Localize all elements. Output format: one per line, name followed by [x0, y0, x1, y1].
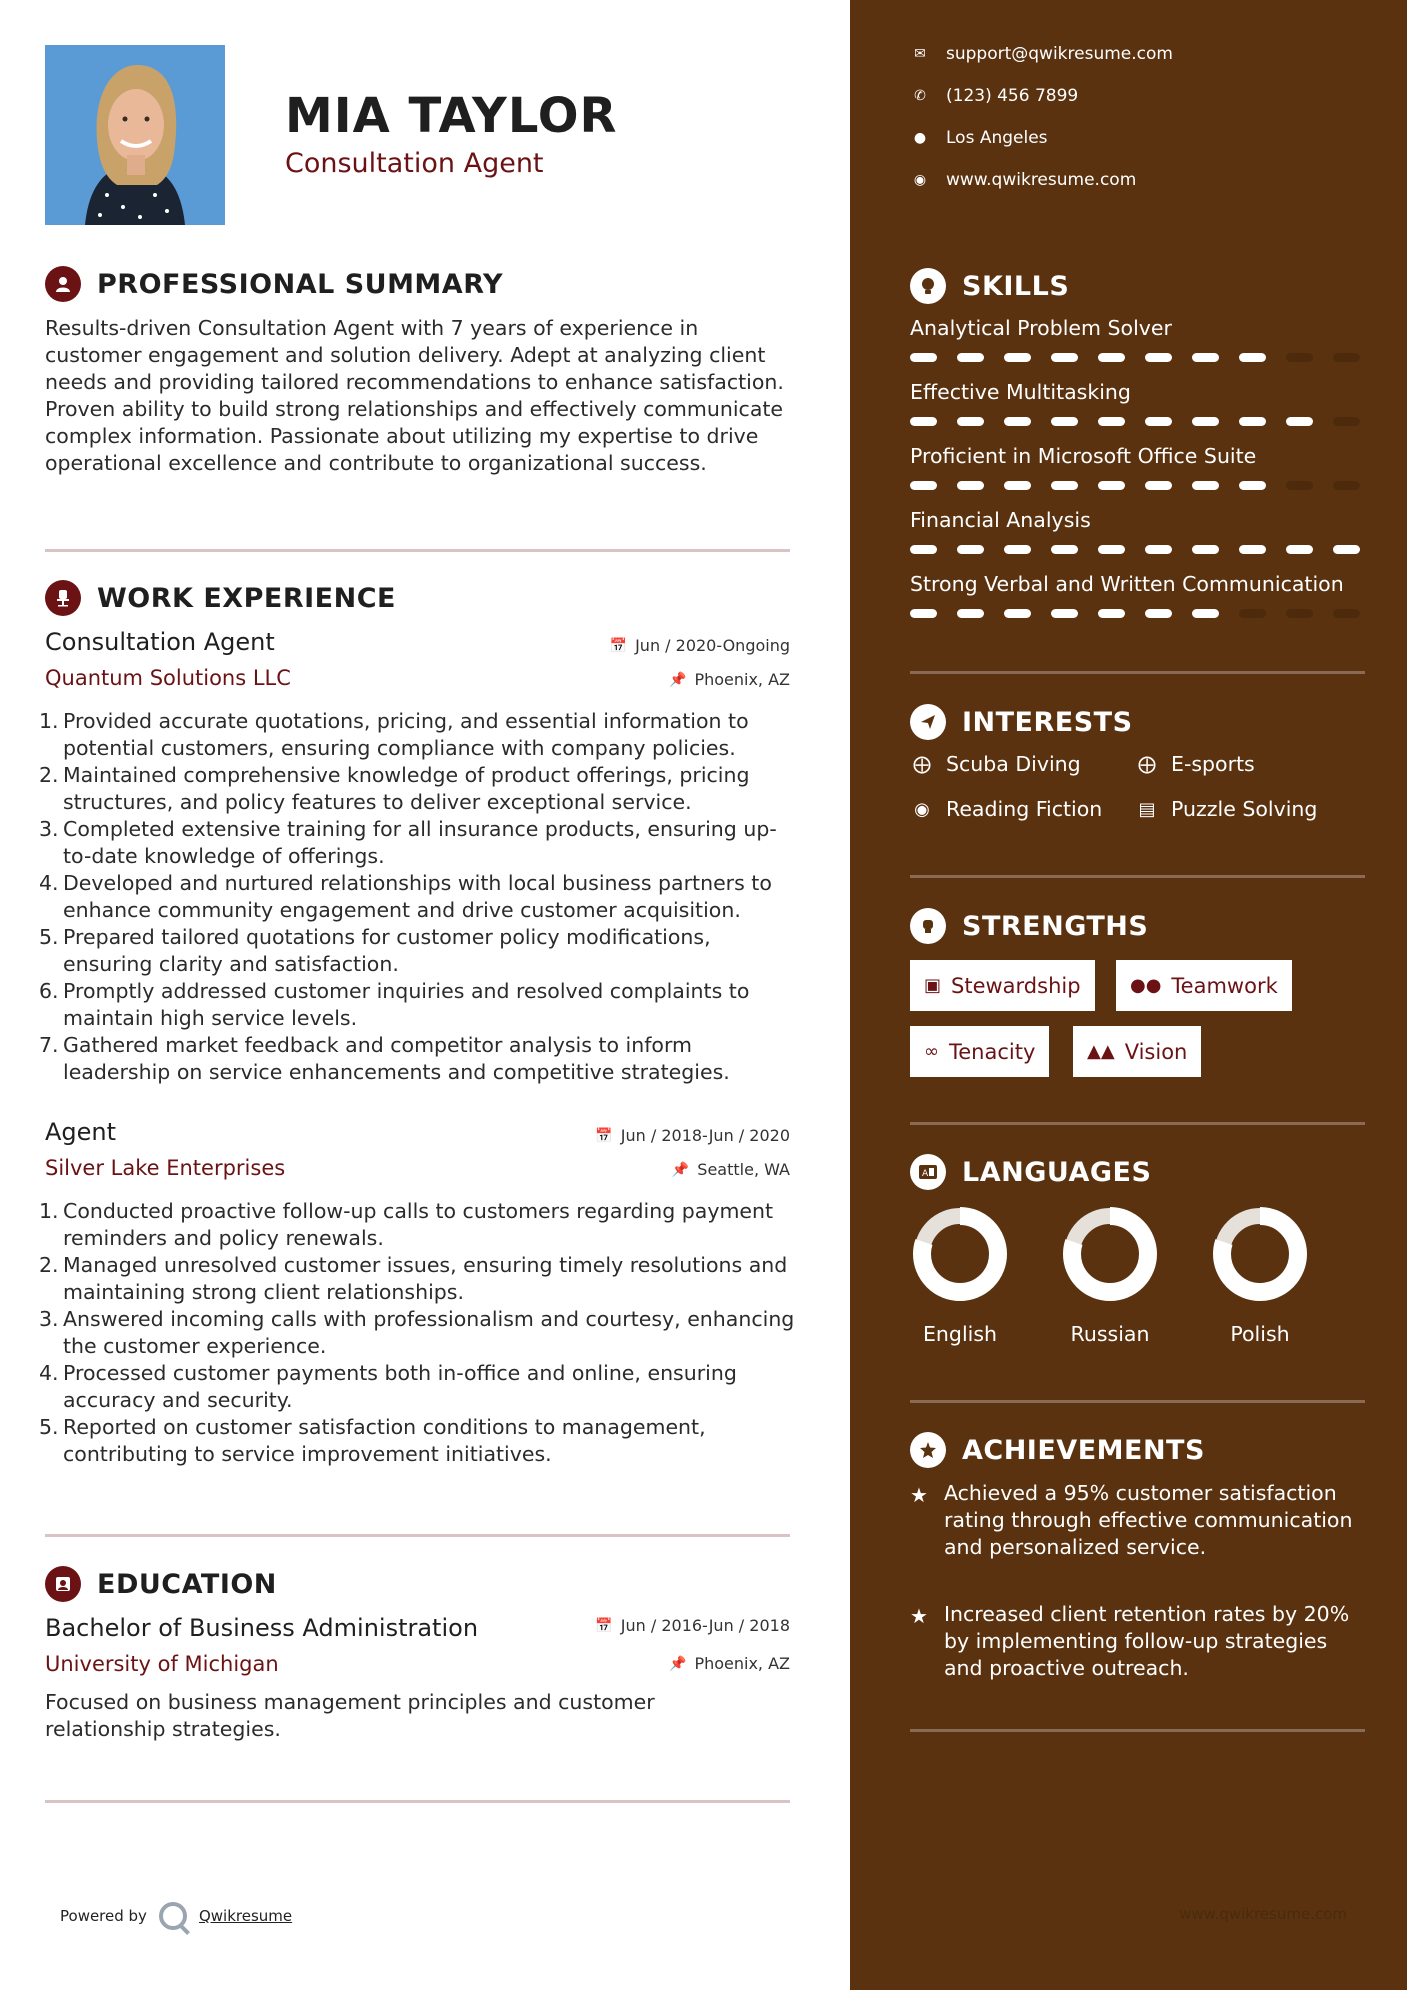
- list-item: Completed extensive training for all insurance products, ensuring up-to-date knowledge of offerings.: [63, 817, 777, 868]
- education-location: 📌 Phoenix, AZ: [669, 1654, 790, 1673]
- strengths-title: STRENGTHS: [962, 910, 1149, 942]
- language-ring: [1212, 1206, 1308, 1302]
- section-divider: [910, 1729, 1365, 1732]
- interest-item: ⨁ Scuba Diving: [910, 752, 1081, 776]
- skill-dash-filled: [1192, 481, 1219, 490]
- contact-phone: ✆ (123) 456 7899: [910, 86, 1078, 106]
- education-description: Focused on business management principles and customer relationship strategies.: [45, 1690, 655, 1741]
- skill-dash-filled: [1004, 609, 1031, 618]
- list-item: Prepared tailored quotations for customer policy modifications, ensuring clarity and satisfaction.: [63, 925, 711, 976]
- strengths-heading: [910, 908, 1148, 944]
- language-item: [1055, 1206, 1165, 1346]
- skill-level-bar: [910, 609, 1370, 619]
- strength-tag: ●● Teamwork: [1116, 960, 1292, 1011]
- list-item: Conducted proactive follow-up calls to customers regarding payment reminders and policy renewals.: [63, 1199, 774, 1250]
- job-dates: 📅 Jun / 2018-Jun / 2020: [595, 1126, 790, 1145]
- strength-tag: ∞ Tenacity: [910, 1026, 1049, 1077]
- skill-dash-empty: [1286, 609, 1313, 618]
- skill-dash-filled: [1098, 545, 1125, 554]
- languages-heading: [910, 1154, 1151, 1190]
- interest-item: ▤ Puzzle Solving: [1135, 797, 1317, 821]
- job-company: Silver Lake Enterprises: [45, 1156, 286, 1180]
- skill-level-bar: [910, 417, 1370, 427]
- calendar-icon: 📅: [595, 1127, 613, 1144]
- job-title: Agent: [45, 1118, 117, 1146]
- skill-dash-filled: [910, 353, 937, 362]
- section-divider: [45, 549, 790, 552]
- svg-text:A: A: [922, 1169, 929, 1179]
- briefcase-icon: ▣: [924, 975, 942, 996]
- skill-dash-filled: [1004, 353, 1031, 362]
- summary-title: PROFESSIONAL SUMMARY: [97, 268, 504, 300]
- list-item: Gathered market feedback and competitor analysis to inform leadership on service enhancements and competitive strategies.: [63, 1033, 730, 1084]
- skill-level-bar: [910, 481, 1370, 491]
- user-icon: [45, 266, 81, 302]
- skill-dash-filled: [1239, 481, 1266, 490]
- skill-dash-empty: [1333, 481, 1360, 490]
- interests-title: INTERESTS: [962, 706, 1133, 738]
- star-icon: ★: [910, 1604, 928, 1628]
- strength-tag: ▣ Stewardship: [910, 960, 1095, 1011]
- powered-by-label: Powered by: [60, 1907, 147, 1925]
- binoculars-icon: ▲▲: [1087, 1041, 1115, 1062]
- skill-dash-filled: [1098, 609, 1125, 618]
- languages-title: LANGUAGES: [962, 1156, 1152, 1188]
- job-location: 📌 Phoenix, AZ: [669, 670, 790, 689]
- language-item: [1205, 1206, 1315, 1346]
- achievements-title: ACHIEVEMENTS: [962, 1434, 1205, 1466]
- star-badge-icon: [910, 1432, 946, 1468]
- skill-dash-filled: [1145, 609, 1172, 618]
- skill-dash-filled: [1192, 545, 1219, 554]
- skill-name: Effective Multitasking: [910, 380, 1131, 404]
- skill-dash-filled: [1192, 609, 1219, 618]
- skill-dash-filled: [1192, 417, 1219, 426]
- skill-dash-filled: [957, 417, 984, 426]
- lightbulb-icon: [910, 268, 946, 304]
- skill-dash-filled: [1333, 545, 1360, 554]
- pin-icon: 📌: [669, 1655, 687, 1672]
- interest-item: ◉ Reading Fiction: [910, 797, 1102, 821]
- section-divider: [910, 875, 1365, 878]
- section-divider: [45, 1800, 790, 1803]
- summary-heading: [45, 266, 503, 302]
- section-divider: [45, 1534, 790, 1537]
- skill-dash-filled: [957, 353, 984, 362]
- footer-site: www.qwikresume.com: [1179, 1905, 1347, 1923]
- skill-dash-filled: [1286, 545, 1313, 554]
- job-title: Consultation Agent: [45, 628, 275, 656]
- contact-website[interactable]: ◉ www.qwikresume.com: [910, 170, 1136, 190]
- skill-dash-filled: [957, 481, 984, 490]
- skill-dash-filled: [1004, 481, 1031, 490]
- skill-dash-filled: [1239, 353, 1266, 362]
- map-pin-icon: ●: [913, 130, 927, 146]
- job-location: 📌 Seattle, WA: [671, 1160, 790, 1179]
- skill-dash-filled: [1145, 545, 1172, 554]
- school: University of Michigan: [45, 1652, 279, 1676]
- language-ring-center: [1232, 1226, 1288, 1282]
- list-item: Promptly addressed customer inquiries and resolved complaints to maintain high service levels.: [63, 979, 750, 1030]
- skill-dash-filled: [910, 417, 937, 426]
- calendar-icon: 📅: [595, 1617, 613, 1634]
- skill-dash-empty: [1333, 353, 1360, 362]
- section-divider: [910, 1122, 1365, 1125]
- skill-dash-filled: [910, 609, 937, 618]
- profile-photo: [45, 45, 225, 225]
- language-ring: [1062, 1206, 1158, 1302]
- section-divider: [910, 671, 1365, 674]
- sidebar: [850, 0, 1407, 1990]
- education-title: EDUCATION: [97, 1568, 277, 1600]
- section-divider: [910, 1400, 1365, 1403]
- language-item: [905, 1206, 1015, 1346]
- list-item: Maintained comprehensive knowledge of product offerings, pricing structures, and policy features to deliver exceptional service.: [63, 763, 750, 814]
- fist-icon: [910, 908, 946, 944]
- achievements-heading: [910, 1432, 1205, 1468]
- degree: Bachelor of Business Administration: [45, 1614, 479, 1642]
- language-ring-center: [1082, 1226, 1138, 1282]
- job-duties: [45, 708, 805, 1086]
- skill-name: Strong Verbal and Written Communication: [910, 572, 1344, 596]
- achievement-item: ★ Achieved a 95% customer satisfaction rating through effective communication and personalized service.: [910, 1481, 1353, 1559]
- skills-title: SKILLS: [962, 270, 1070, 302]
- office-chair-icon: [45, 580, 81, 616]
- candidate-title: Consultation Agent: [285, 148, 544, 179]
- skill-name: Proficient in Microsoft Office Suite: [910, 444, 1257, 468]
- graduation-icon: [45, 1566, 81, 1602]
- list-item: Managed unresolved customer issues, ensuring timely resolutions and maintaining strong client relationships.: [63, 1253, 788, 1304]
- skill-dash-filled: [1051, 417, 1078, 426]
- skill-dash-filled: [1145, 481, 1172, 490]
- list-item: Answered incoming calls with professionalism and courtesy, enhancing the customer experience.: [63, 1307, 795, 1358]
- skill-dash-filled: [1239, 417, 1266, 426]
- globe-icon: ◉: [913, 172, 927, 188]
- skill-dash-filled: [1098, 353, 1125, 362]
- skill-dash-filled: [1051, 545, 1078, 554]
- envelope-icon: ✉: [914, 46, 926, 62]
- list-item: Processed customer payments both in-office and online, ensuring accuracy and security.: [63, 1361, 737, 1412]
- skill-dash-filled: [1051, 353, 1078, 362]
- skills-heading: [910, 268, 1069, 304]
- list-item: Provided accurate quotations, pricing, and essential information to potential customers, ensuring compliance with company policies.: [63, 709, 749, 760]
- paper-plane-icon: [910, 704, 946, 740]
- skill-dash-filled: [1286, 417, 1313, 426]
- list-item: Developed and nurtured relationships with local business partners to enhance community engagement and drive customer acquisition.: [63, 871, 772, 922]
- skill-dash-empty: [1333, 609, 1360, 618]
- powered-by: [60, 1902, 292, 1930]
- skill-dash-filled: [957, 609, 984, 618]
- skill-dash-empty: [1333, 417, 1360, 426]
- experience-title: WORK EXPERIENCE: [97, 582, 396, 614]
- skill-dash-filled: [910, 481, 937, 490]
- brand-link[interactable]: Qwikresume: [198, 1907, 293, 1925]
- contact-location: ● Los Angeles: [910, 128, 1048, 148]
- job-dates: 📅 Jun / 2020-Ongoing: [609, 636, 790, 655]
- interest-item: ⨁ E-sports: [1135, 752, 1255, 776]
- language-name: Polish: [1230, 1322, 1290, 1346]
- skill-name: Analytical Problem Solver: [910, 316, 1172, 340]
- pin-icon: 📌: [671, 1161, 690, 1178]
- education-dates: 📅 Jun / 2016-Jun / 2018: [595, 1616, 790, 1635]
- qwikresume-logo-icon: [159, 1902, 187, 1930]
- list-item: Reported on customer satisfaction conditions to management, contributing to service improvement initiatives.: [63, 1415, 706, 1466]
- skill-dash-filled: [1192, 353, 1219, 362]
- gamepad-icon: ◉: [914, 798, 930, 820]
- translate-icon: [910, 1154, 946, 1190]
- skill-dash-filled: [1051, 609, 1078, 618]
- skill-dash-filled: [1098, 417, 1125, 426]
- link-icon: ∞: [924, 1041, 939, 1062]
- job-company: Quantum Solutions LLC: [45, 666, 291, 690]
- skill-dash-filled: [1145, 417, 1172, 426]
- achievement-item: ★ Increased client retention rates by 20% by implementing follow-up strategies and proactive outreach.: [910, 1602, 1350, 1680]
- skill-level-bar: [910, 545, 1370, 555]
- star-icon: ★: [910, 1483, 928, 1507]
- skill-dash-filled: [1051, 481, 1078, 490]
- skill-dash-filled: [1098, 481, 1125, 490]
- summary-text: Results-driven Consultation Agent with 7 years of experience in customer engagement and solution delivery. Adept at analyzing client needs and providing tailored recommendations to enhance satisfaction. Proven ability to build strong relationships and effectively communicate complex information. Passionate about utilizing my expertise to drive operational excellence and contribute to organizational success.: [45, 316, 784, 475]
- pin-icon: 📌: [669, 671, 687, 688]
- language-name: Russian: [1070, 1322, 1150, 1346]
- skill-name: Financial Analysis: [910, 508, 1091, 532]
- skill-dash-filled: [1145, 353, 1172, 362]
- lifebuoy-icon: ⨁: [913, 753, 931, 775]
- calendar-icon: 📅: [609, 637, 628, 654]
- candidate-name: MIA TAYLOR: [285, 88, 618, 144]
- users-icon: ●●: [1130, 975, 1162, 996]
- experience-heading: [45, 580, 396, 616]
- skill-dash-filled: [1004, 417, 1031, 426]
- skill-level-bar: [910, 353, 1370, 363]
- skill-dash-empty: [1286, 353, 1313, 362]
- contact-email[interactable]: ✉ support@qwikresume.com: [910, 44, 1173, 64]
- phone-icon: ✆: [914, 88, 926, 104]
- language-name: English: [922, 1322, 998, 1346]
- interests-heading: [910, 704, 1133, 740]
- book-icon: ▤: [1138, 798, 1156, 820]
- language-ring: [912, 1206, 1008, 1302]
- skill-dash-empty: [1239, 609, 1266, 618]
- skill-dash-filled: [910, 545, 937, 554]
- job-duties: [45, 1198, 805, 1468]
- skill-dash-filled: [1004, 545, 1031, 554]
- skill-dash-filled: [1239, 545, 1266, 554]
- skill-dash-empty: [1286, 481, 1313, 490]
- language-ring-center: [932, 1226, 988, 1282]
- skill-dash-filled: [957, 545, 984, 554]
- education-heading: [45, 1566, 277, 1602]
- lifebuoy-icon: ⨁: [1138, 753, 1156, 775]
- strength-tag: ▲▲ Vision: [1073, 1026, 1201, 1077]
